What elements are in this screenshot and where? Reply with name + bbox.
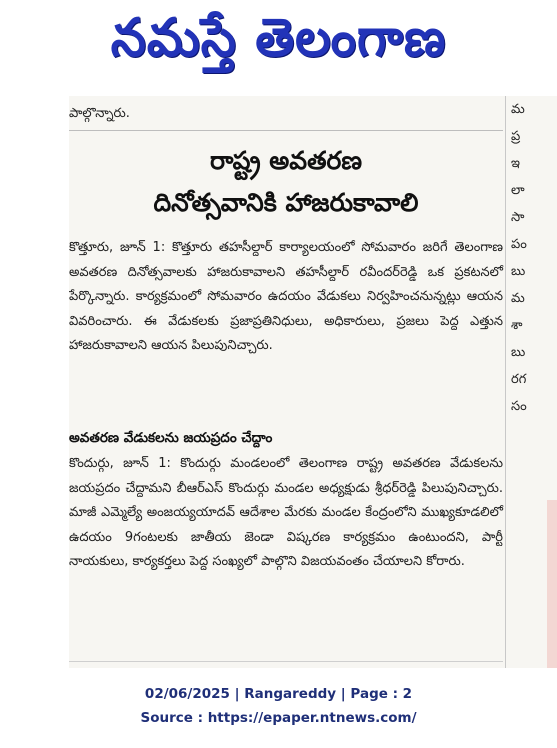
headline-line-2: దినోత్సవానికి హాజరుకావాలి — [153, 188, 419, 217]
fragment-line: ప్ర — [511, 129, 521, 144]
fragment-line: లా — [511, 183, 525, 198]
previous-article-continuation: పాల్గొన్నారు. — [69, 106, 130, 121]
article-paragraph-1: కొత్తూరు, జూన్ 1: కొత్తూరు తహసీల్దార్ కార్యాలయంలో సోమవారం జరిగే తెలంగాణ అవతరణ దినోత్సవాలకు హాజరుకావాలని తహసీల్దార్ రవీందర్‌రెడ్డి ఒక ప్రకటనలో పేర్కొన్నారు. కార్యక్రమంలో సోమవారం ఉదయం వేడుకలు నిర్వహించనున్నట్లు ఆయన వివరించారు. ఈ వేడుకలకు ప్రజాప్రతినిధులు, అధికారులు, ప్రజలు పెద్ద ఎత్తున హాజరుకావాలని ఆయన పిలుపునిచ్చారు. — [69, 240, 503, 354]
footer-source: Source : https://epaper.ntnews.com/ — [140, 710, 417, 726]
fragment-line: శా — [511, 318, 523, 333]
page-footer — [0, 682, 557, 730]
footer-date-edition: 02/06/2025 | Rangareddy | Page : 2 — [144, 686, 413, 702]
adjacent-ad-edge — [547, 500, 557, 668]
masthead-logo: నమస్తే తెలంగాణ — [110, 6, 447, 68]
article-subheading: అవతరణ వేడుకలను జయప్రదం చేద్దాం — [69, 430, 273, 446]
article-headline — [69, 140, 503, 224]
bottom-divider — [69, 661, 503, 662]
fragment-line: బు — [511, 264, 526, 279]
fragment-line: సా — [511, 210, 525, 225]
fragment-line: మ — [511, 102, 525, 117]
fragment-line: సం — [511, 399, 527, 414]
article-column — [69, 96, 503, 668]
fragment-line: రగ — [511, 372, 527, 387]
top-divider — [69, 130, 503, 131]
fragment-line: మ — [511, 291, 525, 306]
article-paragraph-2: కొందుర్గు, జూన్ 1: కొందుర్గు మండలంలో తెలంగాణ రాష్ట్ర అవతరణ వేడుకలను జయప్రదం చేద్దామని బీఆర్‌ఎస్ కొందుర్గు మండల అధ్యక్షుడు శ్రీధర్‌రెడ్డి పిలుపునిచ్చారు. మాజీ ఎమ్మెల్యే అంజయ్యయాదవ్ ఆదేశాల మేరకు మండల కేంద్రంలోని ముఖ్యకూడలిలో ఉదయం 9గంటలకు జాతీయ జెండా విష్కరణ కార్యక్రమం ఉంటుందని, పార్టీ నాయకులు, కార్యకర్తలు పెద్ద సంఖ్యలో పాల్గొని విజయవంతం చేయాలని కోరారు. — [69, 456, 503, 570]
fragment-line: బు — [511, 345, 526, 360]
news-clipping — [69, 96, 557, 668]
headline-line-1: రాష్ట్ర అవతరణ — [209, 146, 362, 175]
newspaper-masthead — [0, 0, 557, 88]
fragment-line: ఇ — [511, 156, 520, 171]
column-divider — [505, 96, 506, 668]
fragment-line: పం — [511, 237, 527, 252]
